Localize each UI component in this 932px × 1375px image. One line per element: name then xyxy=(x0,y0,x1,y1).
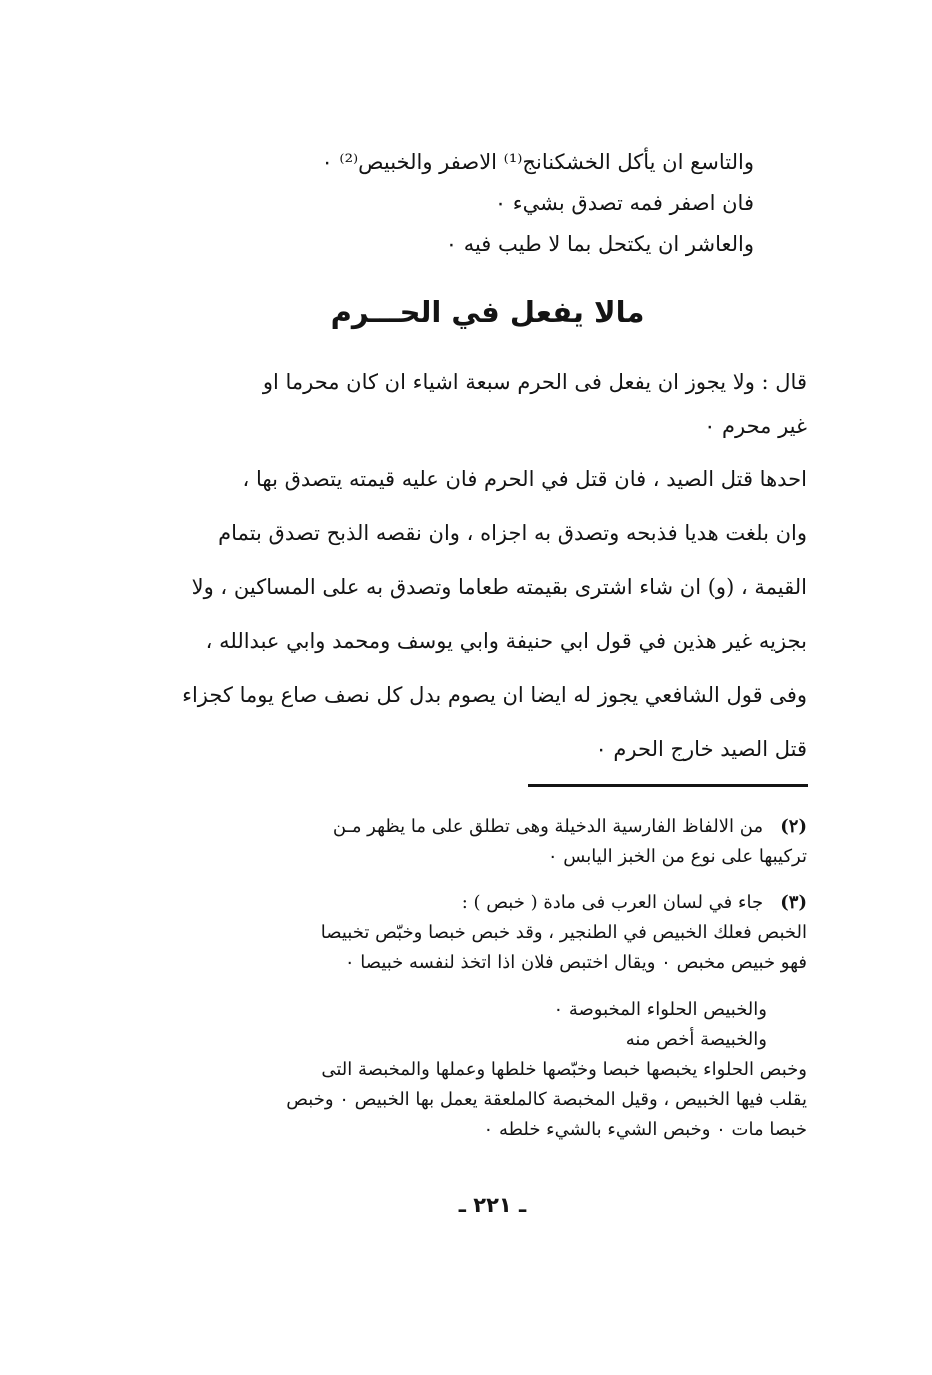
section-heading: مالا يفعل في الحـــرم xyxy=(330,295,645,329)
footnote-3-text-1: جاء في لسان العرب فى مادة ( خبص ) : xyxy=(461,892,764,913)
intro-line-1: قال : ولا يجوز ان يفعل فى الحرم سبعة اشياء ان كان محرما او xyxy=(262,370,807,394)
body-line-3: القيمة ، (و) ان شاء اشترى بقيمته طعاما وتصدق به على المساكين ، ولا xyxy=(191,575,807,599)
footnote-3-number: (٣) xyxy=(780,892,807,913)
footnote-3-cont-line-4: يقلب فيها الخبيص ، وقيل المخبصة كالملعقة يعمل بها الخبيص ٠ وخبص xyxy=(286,1089,807,1110)
footnote-3 xyxy=(147,888,807,978)
footnote-3-cont-line-3: وخبص الحلواء يخبصها خبصا وخبّصها خلطها وعملها والمخبصة التى xyxy=(321,1059,807,1080)
footnote-3-continued xyxy=(147,995,807,1145)
footnote-3-cont-line-1: والخبيص الحلواء المخبوصة ٠ xyxy=(553,999,767,1020)
footnote-3-cont-line-2: والخبيصة أخص منه xyxy=(625,1029,767,1050)
footnote-2-line-2: تركيبها على نوع من الخبز اليابس ٠ xyxy=(547,846,807,867)
body-line-6: قتل الصيد خارج الحرم ٠ xyxy=(595,737,807,761)
intro-line-2: غير محرم ٠ xyxy=(704,414,807,438)
intro-paragraph xyxy=(147,360,807,448)
footnote-2-line-1 xyxy=(147,812,807,842)
body-line-5: وفى قول الشافعي يجوز له ايضا ان يصوم بدل كل نصف صاع يوما كجزاء xyxy=(182,683,807,707)
top-line-1: والتاسع ان يأكل الخشكنانج⁽¹⁾ الاصفر والخبيص⁽²⁾ ٠ xyxy=(321,150,754,174)
body-paragraph xyxy=(147,452,807,776)
body-line-4: بجزيه غير هذين في قول ابي حنيفة وابي يوسف ومحمد وابي عبدالله ، xyxy=(205,629,807,653)
top-line-3: والعاشر ان يكتحل بما لا طيب فيه ٠ xyxy=(445,232,754,256)
footnote-2-number: (٢) xyxy=(780,816,807,837)
footnote-3-line-1 xyxy=(147,888,807,918)
top-section xyxy=(154,142,754,265)
footnote-3-cont-line-5: خبصا مات ٠ وخبص الشيء بالشيء خلطه ٠ xyxy=(483,1119,807,1140)
body-line-1: احدها قتل الصيد ، فان قتل في الحرم فان عليه قيمته يتصدق بها ، xyxy=(242,467,807,491)
footnote-3-line-2: الخبص فعلك الخبيص في الطنجير ، وقد خبص خبصا وخبّص تخبيصا xyxy=(320,922,807,943)
body-line-2: وان بلغت هديا فذبحه وتصدق به اجزاه ، وان نقصه الذبح تصدق بتمام xyxy=(218,521,807,545)
page-number: ـ ٢٢١ ـ xyxy=(458,1193,527,1217)
footnote-2-text-1: من الالفاظ الفارسية الدخيلة وهى تطلق على ما يظهر مـن xyxy=(332,816,764,837)
footnote-3-line-3: فهو خبيص مخبص ٠ ويقال اختبص فلان اذا اتخذ لنفسه خبيصا ٠ xyxy=(344,952,807,973)
footnote-2 xyxy=(147,812,807,872)
top-line-2: فان اصفر فمه تصدق بشيء ٠ xyxy=(494,191,754,215)
footnote-divider xyxy=(528,784,808,787)
